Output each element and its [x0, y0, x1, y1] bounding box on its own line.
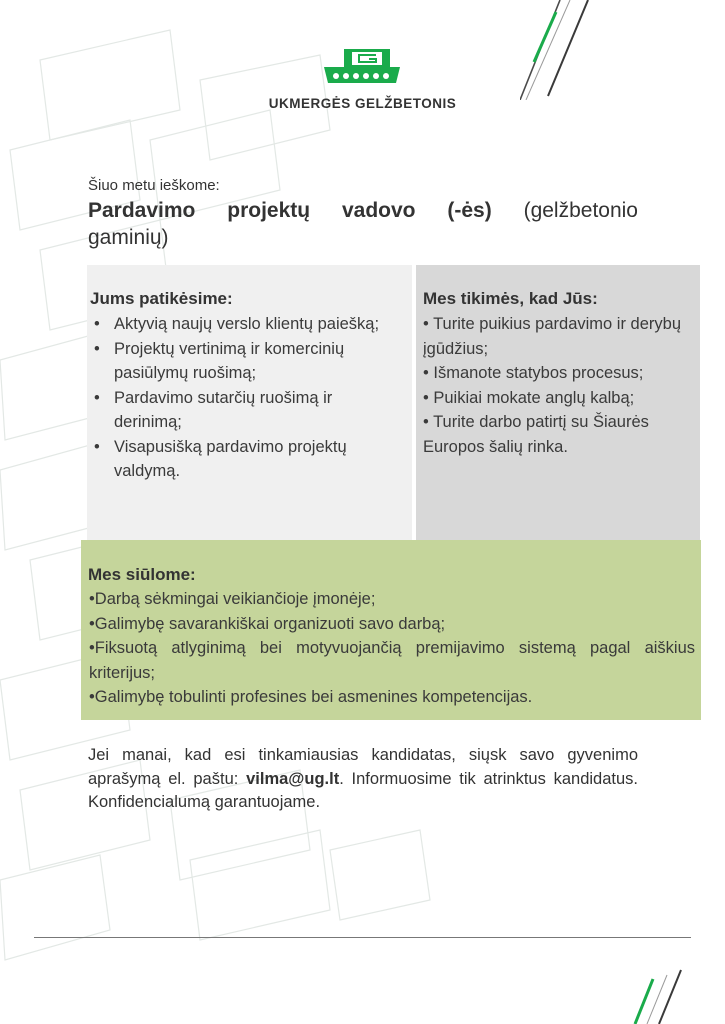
- offer-heading: Mes siūlome:: [88, 565, 196, 584]
- list-item: •Darbą sėkmingai veikiančioje įmonėje;: [89, 590, 376, 608]
- bullet-icon: •: [423, 315, 434, 333]
- list-item: • Aktyvią naujų verslo klientų paiešką;: [90, 312, 400, 337]
- list-item: •Galimybę tobulinti profesines bei asmenines kompetencijas.: [89, 688, 533, 706]
- contact-email[interactable]: vilma@ug.lt: [246, 769, 340, 788]
- list-item: •Galimybę savarankiškai organizuoti savo darbą;: [89, 614, 446, 633]
- intro-text: Šiuo metu ieškome:: [88, 177, 220, 194]
- bullet-icon: •: [94, 437, 100, 456]
- requirements-heading: Mes tikimės, kad Jūs:: [423, 289, 598, 308]
- job-title-bold: Pardavimo projektų vadovo (-ės): [88, 199, 492, 222]
- company-logo: [322, 47, 402, 87]
- bullet-icon: •: [423, 364, 434, 382]
- list-item: • Puikiai mokate anglų kalbą;: [423, 388, 635, 407]
- bullet-icon: •: [89, 614, 95, 633]
- list-item: • Pardavimo sutarčių ruošimą ir derinimą;: [90, 386, 400, 435]
- list-item: • Turite darbo patirtį su Šiaurės Europos šalių rinka.: [423, 413, 649, 456]
- bullet-icon: •: [94, 315, 100, 333]
- requirements-box: [416, 265, 700, 540]
- job-title: [88, 197, 638, 251]
- company-name: UKMERGĖS GELŽBETONIS: [268, 96, 457, 111]
- bullet-icon: •: [94, 388, 100, 407]
- responsibilities-heading: Jums patikėsime:: [90, 289, 233, 308]
- decorative-stripes-top: [520, 0, 600, 100]
- footer-divider: [34, 937, 691, 938]
- responsibilities-list: [90, 312, 400, 484]
- list-item: • Visapusišką pardavimo projektų valdymą.: [90, 435, 400, 484]
- bullet-icon: •: [89, 688, 95, 706]
- offer-list: [89, 587, 695, 710]
- bullet-icon: •: [89, 639, 95, 657]
- list-item: • Turite puikius pardavimo ir derybų įgūdžius;: [423, 315, 681, 358]
- job-title-rest: (gelžbetonio gaminių): [88, 199, 638, 249]
- bullet-icon: •: [423, 388, 434, 407]
- bullet-icon: •: [423, 413, 434, 431]
- list-item: • Projektų vertinimą ir komercinių pasiūlymų ruošimą;: [90, 337, 400, 386]
- requirements-list: [423, 312, 698, 459]
- responsibilities-box: [87, 265, 412, 540]
- bullet-icon: •: [94, 339, 100, 358]
- list-item: • Išmanote statybos procesus;: [423, 364, 644, 382]
- application-instructions: Jei manai, kad esi tinkamiausias kandidatas, siųsk savo gyvenimo aprašymą el. paštu: vilma@ug.lt. Informuosime tik atrinktus kandidatus. Konfidencialumą garantuojame.: [88, 746, 639, 811]
- decorative-stripes-bottom: [625, 965, 695, 1024]
- bullet-icon: •: [89, 590, 95, 608]
- list-item: •Fiksuotą atlyginimą bei motyvuojančią premijavimo sistemą pagal aiškius kriterijus;: [89, 639, 695, 682]
- offer-box: [81, 540, 701, 720]
